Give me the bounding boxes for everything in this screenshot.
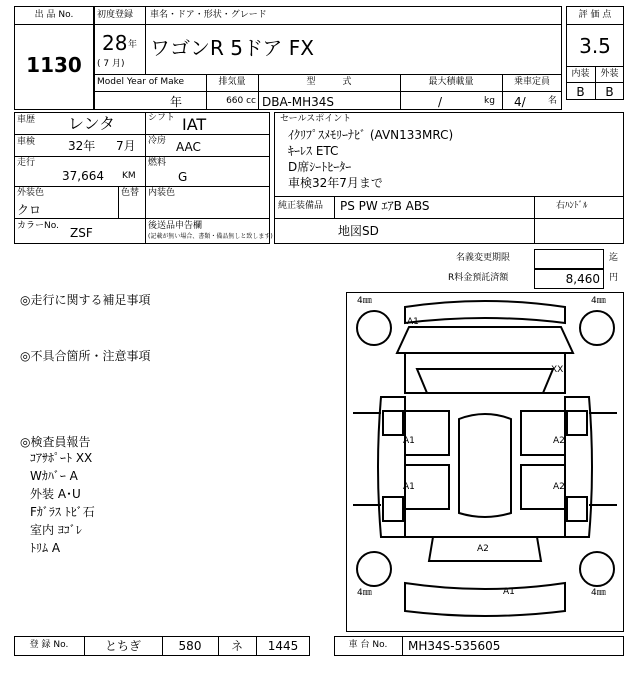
ac-label: 冷房 <box>148 136 167 146</box>
mark-right-front-door: A2 <box>553 436 565 446</box>
tire-front-left <box>357 311 391 345</box>
max-load-value: / <box>438 95 443 109</box>
history-label: 車歴 <box>17 115 36 125</box>
year-unit: 年 <box>128 40 138 50</box>
right-mirror-lines <box>589 413 617 505</box>
sales-line-4: 車検32年7月まで <box>288 176 383 190</box>
left-front-door <box>405 411 449 455</box>
sales-line-2: ｷｰﾚｽ ETC <box>288 144 339 158</box>
mark-rear-bumper: A1 <box>503 587 515 597</box>
first-reg-label: 初度登録 <box>97 10 134 20</box>
max-load-unit: kg <box>484 96 495 106</box>
mileage-label: 走行 <box>17 158 36 168</box>
inspection-label: 車検 <box>17 137 36 147</box>
tire-front-right <box>580 311 614 345</box>
inspection-month: 7月 <box>116 139 136 153</box>
mark-right-rear-door: A2 <box>553 482 565 492</box>
exterior-label: 外装 <box>600 69 619 79</box>
equipment-value: PS PW ｴｱB ABS <box>340 199 430 213</box>
tire-depth-rl: 4㎜ <box>357 588 372 598</box>
rear-bumper-shape <box>405 583 565 616</box>
mileage-unit: KM <box>122 171 136 181</box>
inspector-line-2: Wｶﾊﾞｰ A <box>30 469 78 483</box>
right-front-door <box>521 411 565 455</box>
mark-front-bumper: A1 <box>407 317 419 327</box>
lot-label: 出 品 No. <box>34 10 74 20</box>
name-change-label: 名義変更期限 <box>456 253 511 263</box>
after-note: (記載が無い場合、書類・備品無しと致します) <box>148 233 273 240</box>
sales-point-label: セールスポイント <box>280 114 352 124</box>
damage-diagram <box>346 292 624 632</box>
right-rear-panel <box>567 497 587 521</box>
mark-core-support: XX <box>551 365 564 375</box>
mark-left-rear-door: A1 <box>403 482 415 492</box>
mileage-value: 37,664 <box>62 169 104 183</box>
inspector-line-3: 外装 A･U <box>30 487 81 501</box>
driving-notes-label: ◎走行に関する補足事項 <box>20 293 151 307</box>
capacity-value: 4/ <box>514 95 526 109</box>
after-label: 後送品申告欄 <box>148 221 203 231</box>
color-change-label: 色替 <box>121 188 140 198</box>
score-value: 3.5 <box>579 34 611 58</box>
registration-place: とちぎ <box>104 639 141 653</box>
car-outline <box>347 293 623 631</box>
recycle-label: R料金預託済額 <box>448 273 509 283</box>
tire-depth-fr: 4㎜ <box>591 296 606 306</box>
first-reg-month: ( 7 月) <box>97 59 125 69</box>
left-front-panel <box>383 411 403 435</box>
chassis-number: MH34S-535605 <box>408 639 501 653</box>
registration-kana: ネ <box>230 639 243 653</box>
defect-notes-label: ◎不具合箇所・注意事項 <box>20 349 151 363</box>
registration-class: 580 <box>178 639 202 653</box>
displacement-value: 660 cc <box>226 96 256 106</box>
exterior-grade: B <box>605 85 614 99</box>
recycle-value: 8,460 <box>565 272 600 286</box>
registration-label: 登 録 No. <box>29 640 69 650</box>
name-change-unit: 迄 <box>609 253 619 263</box>
tire-rear-left <box>357 552 391 586</box>
capacity-unit: 名 <box>548 96 558 106</box>
handle-value: 右ﾊﾝﾄﾞﾙ <box>556 201 588 211</box>
history-value: レンタ <box>68 114 115 133</box>
model-year-unit: 年 <box>170 95 183 109</box>
inspector-report-label: ◎検査員報告 <box>20 435 91 449</box>
lot-number: 1130 <box>26 53 82 77</box>
capacity-label: 乗車定員 <box>513 77 550 87</box>
inspector-line-4: Fｶﾞﾗｽ ﾄﾋﾞ石 <box>30 505 95 519</box>
front-area <box>405 353 565 393</box>
left-rear-panel <box>383 497 403 521</box>
fuel-value: G <box>178 170 188 184</box>
ext-color-label: 外装色 <box>17 188 45 198</box>
sales-line-3: D席ｼｰﾄﾋｰﾀｰ <box>288 160 352 174</box>
type-label: 型 式 <box>306 77 352 87</box>
name-change-box <box>534 249 604 269</box>
after-items-value: 地図SD <box>338 224 379 238</box>
color-no-value: ZSF <box>70 226 93 240</box>
score-label: 評 価 点 <box>578 10 612 20</box>
int-color-label: 内装色 <box>148 188 176 198</box>
mark-left-front-door: A1 <box>403 436 415 446</box>
interior-label: 内装 <box>571 69 590 79</box>
roof-shape <box>459 414 511 517</box>
mark-rear-hatch: A2 <box>477 544 489 554</box>
car-name-label: 車名・ドア・形状・グレード <box>150 10 267 20</box>
windshield-shape <box>417 369 553 393</box>
fuel-label: 燃料 <box>148 158 167 168</box>
tire-rear-right <box>580 552 614 586</box>
first-reg-year: 28 <box>102 31 128 55</box>
max-load-label: 最大積載量 <box>428 77 474 87</box>
right-front-panel <box>567 411 587 435</box>
displacement-label: 排気量 <box>218 77 246 87</box>
model-year-label: Model Year of Make <box>97 77 185 87</box>
car-name: ワゴンR 5ドア FX <box>150 36 314 60</box>
front-bumper-shape <box>405 301 565 323</box>
type-value: DBA-MH34S <box>262 95 335 109</box>
equipment-label: 純正装備品 <box>278 201 324 211</box>
interior-grade: B <box>576 85 585 99</box>
left-mirror-lines <box>353 413 381 505</box>
inspection-year: 32年 <box>68 139 96 153</box>
recycle-unit: 円 <box>609 273 619 283</box>
inspector-line-1: ｺｱｻﾎﾟｰﾄ XX <box>30 451 93 465</box>
shift-value: IAT <box>182 115 207 134</box>
tire-depth-rr: 4㎜ <box>591 588 606 598</box>
ext-color-value: クロ <box>17 203 42 217</box>
sales-line-1: ｲｸﾘﾌﾟｽﾒﾓﾘｰﾅﾋﾞ (AVN133MRC) <box>288 128 454 142</box>
ac-value: AAC <box>176 140 201 154</box>
chassis-label: 車 台 No. <box>348 640 388 650</box>
inspector-line-5: 室内 ﾖｺﾞﾚ <box>30 523 82 537</box>
shift-label: シフト <box>148 113 176 123</box>
tire-depth-fl: 4㎜ <box>357 296 372 306</box>
registration-number: 1445 <box>267 639 299 653</box>
hood-shape <box>397 327 573 353</box>
color-no-label: カラーNo. <box>17 221 59 231</box>
inspector-line-6: ﾄﾘﾑ A <box>30 541 61 555</box>
